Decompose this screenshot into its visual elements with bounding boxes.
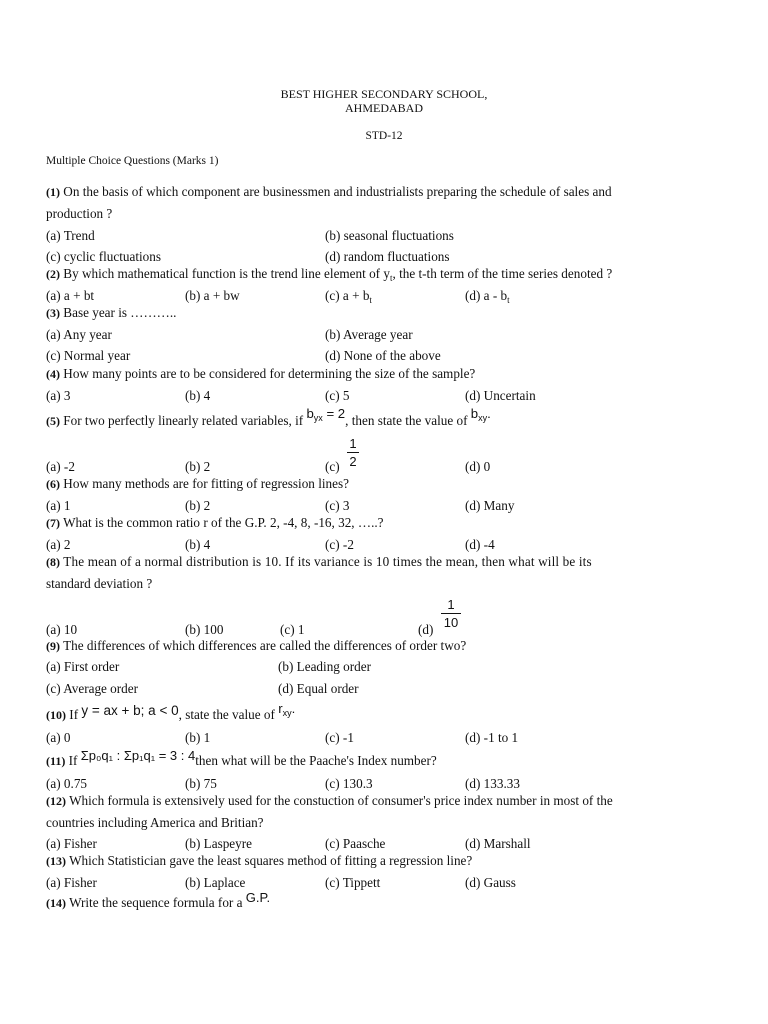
- question-3: (3) Base year is ………..: [46, 305, 177, 320]
- standard: STD-12: [365, 130, 403, 142]
- option: (c) 1: [280, 622, 305, 637]
- option: (b) 75: [185, 776, 217, 791]
- option: (b) 4: [185, 537, 211, 552]
- option: (d) Gauss: [465, 875, 516, 890]
- question-10: (10) If y = ax + b; a < 0, state the value of $r_{xy}$.: [46, 701, 296, 722]
- option: (c) cyclic fluctuations: [46, 249, 161, 264]
- option: (d) Marshall: [465, 836, 531, 851]
- option: (a) First order: [46, 659, 120, 674]
- question-4: (4) How many points are to be considered for determining the size of the sample?: [46, 366, 476, 381]
- question-2: (2) By which mathematical function is the trend line element of $y_t$, the t-th term of the time series denoted ?: [46, 266, 613, 283]
- option: (a) 1: [46, 498, 71, 513]
- fraction-one-half: 1 2: [347, 436, 359, 469]
- option: (b) 2: [185, 459, 211, 474]
- option: (b) 4: [185, 388, 211, 403]
- option: (c) Paasche: [325, 836, 386, 851]
- option: (d) Many: [465, 498, 515, 513]
- option: (d) None of the above: [325, 348, 441, 363]
- school-city: AHMEDABAD: [345, 101, 423, 115]
- option: (a) Trend: [46, 228, 95, 243]
- option: (a) -2: [46, 459, 75, 474]
- question-11: (11) If Σp₀q₁ : Σp₁q₁ = 3 : 4then what will be the Paache's Index number?: [46, 748, 437, 768]
- option: (a) Any year: [46, 327, 112, 342]
- option: (c) Normal year: [46, 348, 131, 363]
- option: (b) 2: [185, 498, 211, 513]
- option: (b) Average year: [325, 327, 413, 342]
- option: (a) 2: [46, 537, 71, 552]
- option: (b) Laplace: [185, 875, 246, 890]
- question-1: (1) On the basis of which component are businessmen and industrialists preparing the schedule of sales and: [46, 184, 612, 199]
- question-6: (6) How many methods are for fitting of regression lines?: [46, 476, 349, 491]
- option: (a) 0: [46, 730, 71, 745]
- option: (c): [325, 459, 340, 474]
- option: (b) Laspeyre: [185, 836, 252, 851]
- option: (c) 5: [325, 388, 350, 403]
- option: (d) 0: [465, 459, 491, 474]
- option: (c) Tippett: [325, 875, 381, 890]
- question-7: (7) What is the common ratio r of the G.P. 2, -4, 8, -16, 32, …..?: [46, 515, 384, 530]
- option: (d) 133.33: [465, 776, 520, 791]
- option: (c) -2: [325, 537, 354, 552]
- option: (c) 130.3: [325, 776, 373, 791]
- question-5: (5) For two perfectly linearly related variables, if $b_{yx} = 2$, then state the value of $b_{xy}$.: [46, 406, 491, 428]
- question-8: (8) The mean of a normal distribution is 10. If its variance is 10 times the mean, then what will be its: [46, 554, 592, 569]
- option: (c) $a + b_t$: [325, 288, 372, 305]
- option: (a) 10: [46, 622, 78, 637]
- option: (d) -1 to 1: [465, 730, 519, 745]
- option: (b) Leading order: [278, 659, 372, 674]
- question-12-line2: countries including America and Britian?: [46, 815, 264, 830]
- section-title: Multiple Choice Questions (Marks 1): [46, 155, 219, 167]
- option: (b) 1: [185, 730, 211, 745]
- option: (d) a - $b_t$: [465, 288, 510, 305]
- option: (c) Average order: [46, 681, 139, 696]
- option: (a) Fisher: [46, 836, 97, 851]
- option: (c) -1: [325, 730, 354, 745]
- option: (b) a + bw: [185, 288, 240, 303]
- option: (d): [418, 622, 434, 637]
- school-name: BEST HIGHER SECONDARY SCHOOL,: [280, 87, 488, 101]
- option: (a) 0.75: [46, 776, 88, 791]
- option: (a) a + bt: [46, 288, 95, 303]
- question-8-line2: standard deviation ?: [46, 576, 153, 591]
- option: (b) 100: [185, 622, 224, 637]
- fraction-one-tenth: 1 10: [441, 597, 461, 630]
- option: (d) Uncertain: [465, 388, 536, 403]
- option: (d) Equal order: [278, 681, 359, 696]
- option: (c) 3: [325, 498, 350, 513]
- question-14: (14) Write the sequence formula for a G.P.: [46, 890, 271, 910]
- question-9: (9) The differences of which differences are called the differences of order two?: [46, 638, 467, 653]
- question-12: (12) Which formula is extensively used for the constuction of consumer's price index number in most of the: [46, 793, 613, 808]
- question-13: (13) Which Statistician gave the least squares method of fitting a regression line?: [46, 853, 473, 868]
- question-1-line2: production ?: [46, 206, 113, 221]
- option: (b) seasonal fluctuations: [325, 228, 454, 243]
- option: (a) 3: [46, 388, 71, 403]
- option: (a) Fisher: [46, 875, 97, 890]
- option: (d) -4: [465, 537, 495, 552]
- option: (d) random fluctuations: [325, 249, 450, 264]
